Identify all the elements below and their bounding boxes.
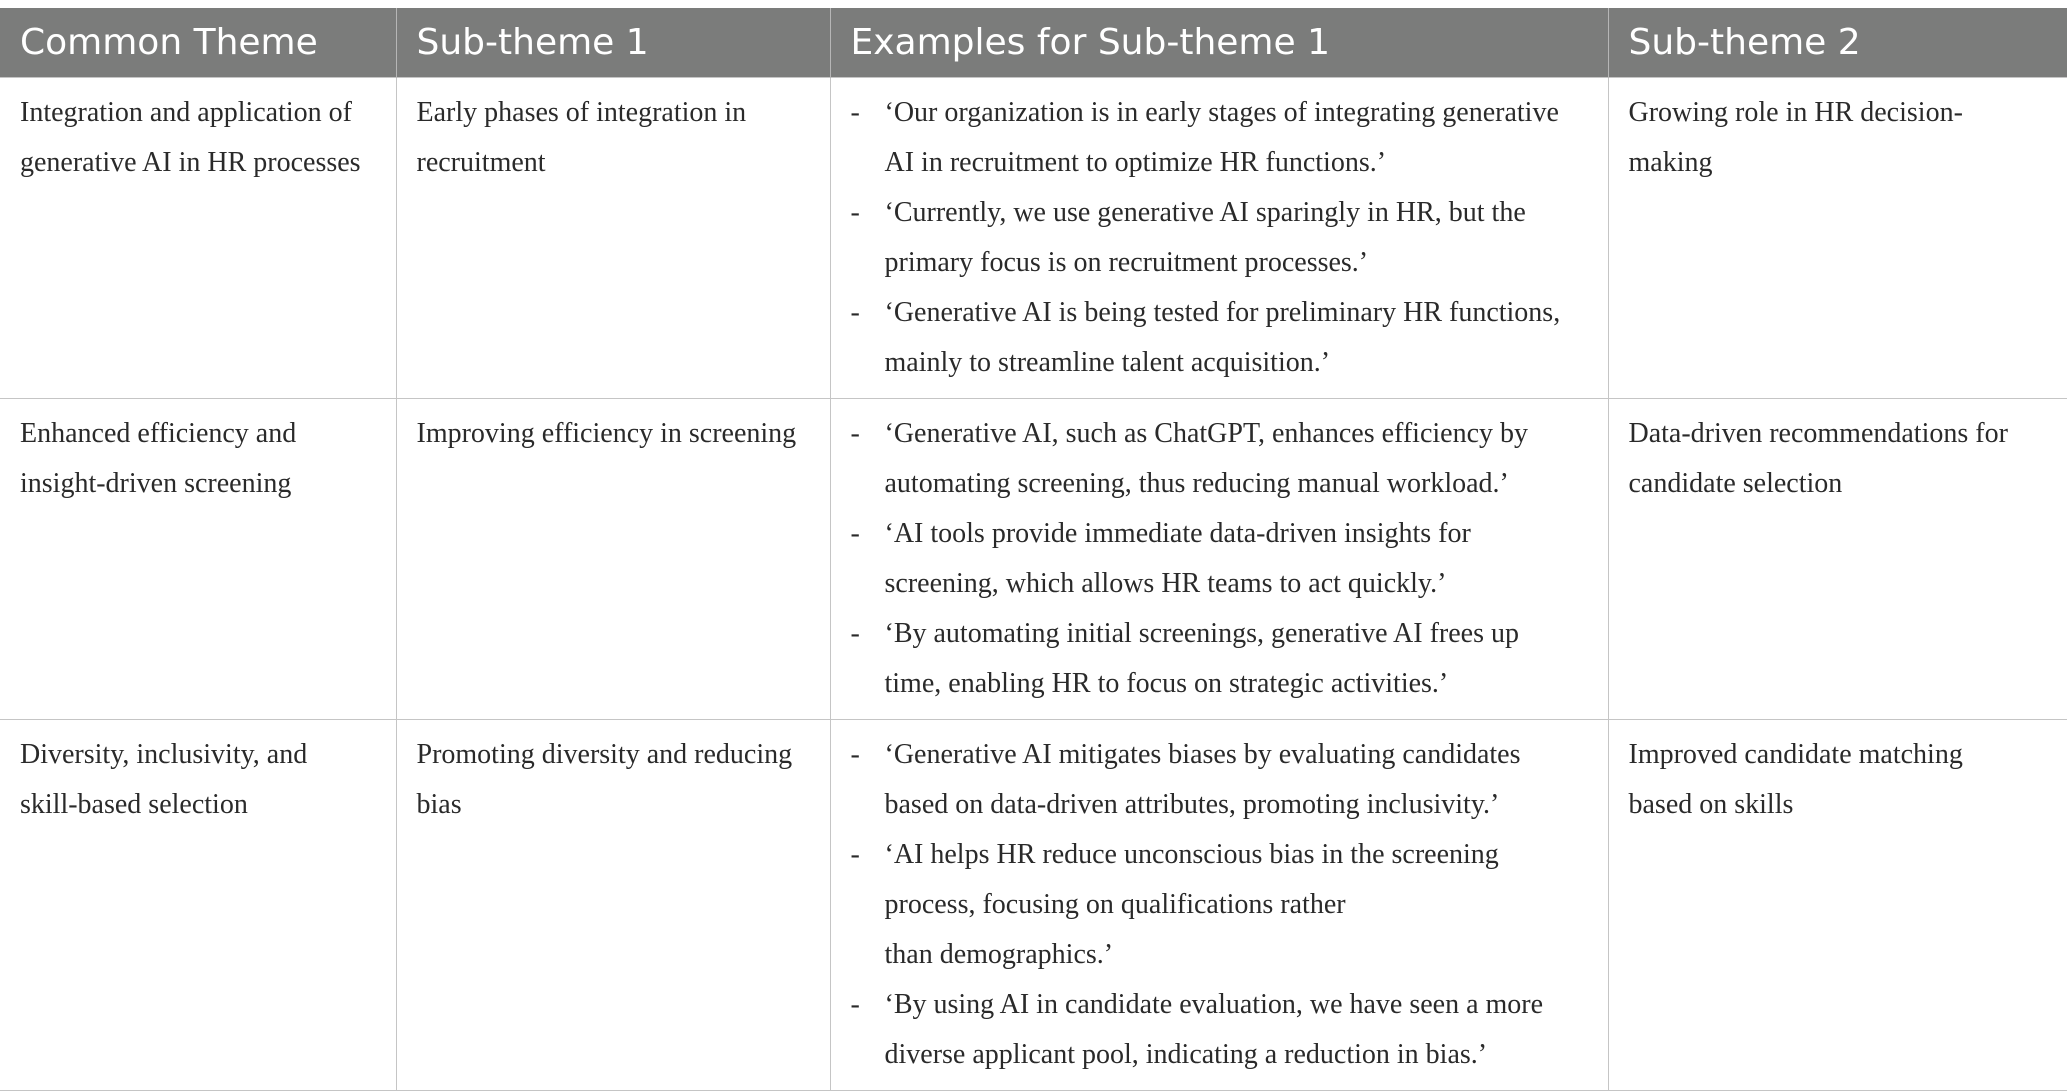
example-line: ‘Currently, we use generative AI sparingly in HR, but the: [884, 196, 1526, 228]
cell-common-theme: [0, 398, 396, 719]
example-item: [851, 409, 1588, 509]
cell-examples: [830, 77, 1608, 398]
example-line: ‘Our organization is in early stages of integrating generative: [884, 96, 1559, 128]
sub-theme-1-line: recruitment: [416, 146, 546, 178]
sub-theme-2-line: making: [1628, 146, 1713, 178]
sub-theme-1-line: Promoting diversity and reducing: [416, 738, 793, 770]
common-theme-line: skill-based selection: [20, 788, 248, 820]
example-item: [851, 609, 1588, 709]
example-line: ‘By automating initial screenings, generative AI frees up: [884, 617, 1519, 649]
table-row: [0, 398, 2067, 719]
cell-common-theme: [0, 77, 396, 398]
example-line: mainly to streamline talent acquisition.’: [884, 346, 1331, 378]
sub-theme-1-line: Early phases of integration in: [416, 96, 747, 128]
sub-theme-1-line: Improving efficiency in screening: [416, 417, 797, 449]
example-line: automating screening, thus reducing manual workload.’: [884, 467, 1509, 499]
examples-list: [851, 88, 1588, 388]
bullet-dash: -: [850, 417, 860, 449]
example-item: [851, 980, 1588, 1080]
cell-sub-theme-1: [396, 398, 830, 719]
themes-table: [0, 8, 2067, 1091]
sub-theme-1-line: bias: [416, 788, 462, 820]
cell-sub-theme-1: [396, 77, 830, 398]
common-theme-line: insight-driven screening: [20, 467, 292, 499]
example-line: process, focusing on qualifications rather: [884, 888, 1346, 920]
cell-sub-theme-2: [1608, 719, 2067, 1090]
header-examples-sub-theme-1: Examples for Sub-theme 1: [830, 8, 1608, 77]
table-row: [0, 77, 2067, 398]
examples-list: [851, 409, 1588, 709]
example-item: [851, 188, 1588, 288]
example-item: [851, 288, 1588, 388]
sub-theme-2-line: Improved candidate matching: [1628, 738, 1963, 770]
example-line: AI in recruitment to optimize HR functions.’: [884, 146, 1387, 178]
example-line: ‘AI helps HR reduce unconscious bias in the screening: [884, 838, 1499, 870]
bullet-dash: -: [850, 196, 860, 228]
cell-examples: [830, 719, 1608, 1090]
examples-list: [851, 730, 1588, 1080]
example-item: [851, 509, 1588, 609]
example-line: diverse applicant pool, indicating a reduction in bias.’: [884, 1038, 1488, 1070]
common-theme-line: Diversity, inclusivity, and: [20, 738, 308, 770]
bullet-dash: -: [850, 988, 860, 1020]
table-header-row: [0, 8, 2067, 77]
cell-sub-theme-1: [396, 719, 830, 1090]
sub-theme-2-line: based on skills: [1628, 788, 1794, 820]
example-item: [851, 830, 1588, 980]
bullet-dash: -: [850, 296, 860, 328]
example-line: primary focus is on recruitment processes.’: [884, 246, 1369, 278]
bullet-dash: -: [850, 838, 860, 870]
example-line: ‘AI tools provide immediate data-driven insights for: [884, 517, 1471, 549]
example-line: based on data-driven attributes, promoting inclusivity.’: [884, 788, 1500, 820]
sub-theme-2-line: Growing role in HR decision-: [1628, 96, 1963, 128]
bullet-dash: -: [850, 96, 860, 128]
example-item: [851, 88, 1588, 188]
cell-sub-theme-2: [1608, 77, 2067, 398]
common-theme-line: generative AI in HR processes: [20, 146, 361, 178]
themes-table-container: [0, 8, 2067, 1091]
sub-theme-2-line: candidate selection: [1628, 467, 1843, 499]
example-line: than demographics.’: [884, 938, 1114, 970]
bullet-dash: -: [850, 617, 860, 649]
example-item: [851, 730, 1588, 830]
table-row: [0, 719, 2067, 1090]
sub-theme-2-line: Data-driven recommendations for: [1628, 417, 2008, 449]
header-sub-theme-2: Sub-theme 2: [1608, 8, 2067, 77]
header-common-theme: Common Theme: [0, 8, 396, 77]
cell-sub-theme-2: [1608, 398, 2067, 719]
header-sub-theme-1: Sub-theme 1: [396, 8, 830, 77]
common-theme-line: Integration and application of: [20, 96, 352, 128]
example-line: screening, which allows HR teams to act quickly.’: [884, 567, 1447, 599]
example-line: ‘Generative AI, such as ChatGPT, enhances efficiency by: [884, 417, 1529, 449]
example-line: ‘Generative AI is being tested for preliminary HR functions,: [884, 296, 1561, 328]
bullet-dash: -: [850, 738, 860, 770]
cell-common-theme: [0, 719, 396, 1090]
example-line: ‘By using AI in candidate evaluation, we have seen a more: [884, 988, 1544, 1020]
example-line: ‘Generative AI mitigates biases by evaluating candidates: [884, 738, 1521, 770]
cell-examples: [830, 398, 1608, 719]
bullet-dash: -: [850, 517, 860, 549]
common-theme-line: Enhanced efficiency and: [20, 417, 297, 449]
example-line: time, enabling HR to focus on strategic activities.’: [884, 667, 1449, 699]
